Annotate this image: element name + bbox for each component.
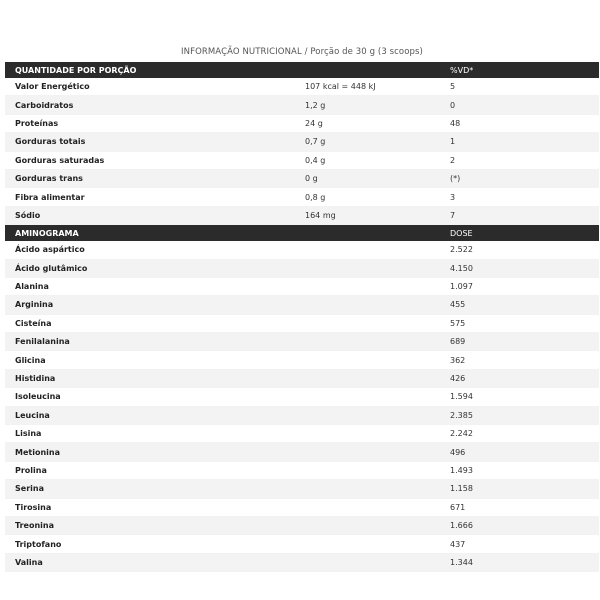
nutrition-table-body [5, 62, 599, 78]
aminogram-row [5, 443, 599, 461]
amino-acid-dose: 1.666 [295, 516, 599, 534]
nutrient-dv: 1 [440, 133, 599, 151]
amino-acid-label: Lisina [5, 425, 295, 443]
amino-acid-dose: 1.344 [295, 553, 599, 571]
amino-acid-dose: 496 [295, 443, 599, 461]
amino-acid-dose: 689 [295, 333, 599, 351]
aminogram-row [5, 480, 599, 498]
amino-acid-dose: 1.097 [295, 277, 599, 295]
amino-acid-dose: 2.522 [295, 241, 599, 259]
amino-acid-label: Ácido glutâmico [5, 259, 295, 277]
amino-acid-label: Glicina [5, 351, 295, 369]
aminogram-header-label: AMINOGRAMA [5, 225, 295, 242]
aminogram-row [5, 333, 599, 351]
amino-acid-dose: 437 [295, 535, 599, 553]
nutrient-dv: 48 [440, 114, 599, 132]
aminogram-row [5, 259, 599, 277]
nutrient-label: Gorduras saturadas [5, 151, 295, 169]
aminogram-row [5, 498, 599, 516]
amino-acid-label: Isoleucina [5, 388, 295, 406]
amino-acid-label: Triptofano [5, 535, 295, 553]
amino-acid-label: Alanina [5, 277, 295, 295]
nutrient-amount: 0 g [295, 169, 440, 187]
amino-acid-dose: 2.242 [295, 425, 599, 443]
nutrient-amount: 164 mg [295, 206, 440, 224]
nutrient-label: Valor Energético [5, 78, 295, 96]
amino-acid-dose: 455 [295, 296, 599, 314]
amino-acid-dose: 575 [295, 314, 599, 332]
nutrition-row [5, 206, 599, 224]
nutrient-dv: 0 [440, 96, 599, 114]
amino-acid-label: Histidina [5, 369, 295, 387]
nutrient-amount: 24 g [295, 114, 440, 132]
nutrition-row [5, 151, 599, 169]
nutrient-amount: 0,8 g [295, 188, 440, 206]
amino-acid-label: Prolina [5, 461, 295, 479]
aminogram-row [5, 406, 599, 424]
nutrition-row [5, 133, 599, 151]
nutrient-amount: 1,2 g [295, 96, 440, 114]
nutrition-row [5, 96, 599, 114]
nutrition-row [5, 169, 599, 187]
aminogram-header-row [5, 225, 599, 242]
amino-acid-label: Arginina [5, 296, 295, 314]
nutrient-dv: 3 [440, 188, 599, 206]
aminogram-row [5, 314, 599, 332]
aminogram-row [5, 553, 599, 571]
nutrition-header-dv: %VD* [440, 62, 599, 78]
amino-acid-label: Metionina [5, 443, 295, 461]
amino-acid-label: Fenilalanina [5, 333, 295, 351]
nutrition-header-label: QUANTIDADE POR PORÇÃO [5, 62, 295, 78]
aminogram-row [5, 461, 599, 479]
amino-acid-label: Cisteína [5, 314, 295, 332]
nutrition-table [5, 62, 599, 572]
nutrient-label: Gorduras trans [5, 169, 295, 187]
nutrient-dv: (*) [440, 169, 599, 187]
aminogram-row [5, 277, 599, 295]
aminogram-row [5, 425, 599, 443]
aminogram-row [5, 516, 599, 534]
nutrient-amount: 0,4 g [295, 151, 440, 169]
amino-acid-label: Leucina [5, 406, 295, 424]
nutrition-facts-panel [5, 42, 599, 572]
nutrition-rows [5, 78, 599, 225]
amino-acid-dose: 4.150 [295, 259, 599, 277]
aminogram-rows [5, 241, 599, 572]
amino-acid-dose: 2.385 [295, 406, 599, 424]
nutrient-label: Carboidratos [5, 96, 295, 114]
aminogram-header-group [5, 225, 599, 242]
amino-acid-label: Tirosina [5, 498, 295, 516]
amino-acid-dose: 426 [295, 369, 599, 387]
amino-acid-dose: 671 [295, 498, 599, 516]
amino-acid-dose: 362 [295, 351, 599, 369]
nutrition-row [5, 188, 599, 206]
amino-acid-label: Serina [5, 480, 295, 498]
aminogram-header-dose: DOSE [295, 225, 599, 242]
amino-acid-dose: 1.594 [295, 388, 599, 406]
nutrient-dv: 7 [440, 206, 599, 224]
amino-acid-label: Valina [5, 553, 295, 571]
amino-acid-label: Treonina [5, 516, 295, 534]
amino-acid-dose: 1.158 [295, 480, 599, 498]
aminogram-row [5, 296, 599, 314]
nutrient-label: Sódio [5, 206, 295, 224]
table-caption: INFORMAÇÃO NUTRICIONAL / Porção de 30 g (3 scoops) [181, 47, 423, 57]
nutrition-header-row [5, 62, 599, 78]
nutrient-amount: 0,7 g [295, 133, 440, 151]
aminogram-row [5, 241, 599, 259]
nutrition-row [5, 78, 599, 96]
nutrient-label: Fibra alimentar [5, 188, 295, 206]
aminogram-row [5, 535, 599, 553]
amino-acid-dose: 1.493 [295, 461, 599, 479]
nutrition-row [5, 114, 599, 132]
amino-acid-label: Ácido aspártico [5, 241, 295, 259]
nutrient-amount: 107 kcal = 448 kJ [295, 78, 440, 96]
aminogram-row [5, 351, 599, 369]
nutrient-label: Gorduras totais [5, 133, 295, 151]
nutrition-header-amount [295, 62, 440, 78]
nutrient-label: Proteínas [5, 114, 295, 132]
nutrient-dv: 5 [440, 78, 599, 96]
nutrient-dv: 2 [440, 151, 599, 169]
aminogram-row [5, 369, 599, 387]
aminogram-row [5, 388, 599, 406]
